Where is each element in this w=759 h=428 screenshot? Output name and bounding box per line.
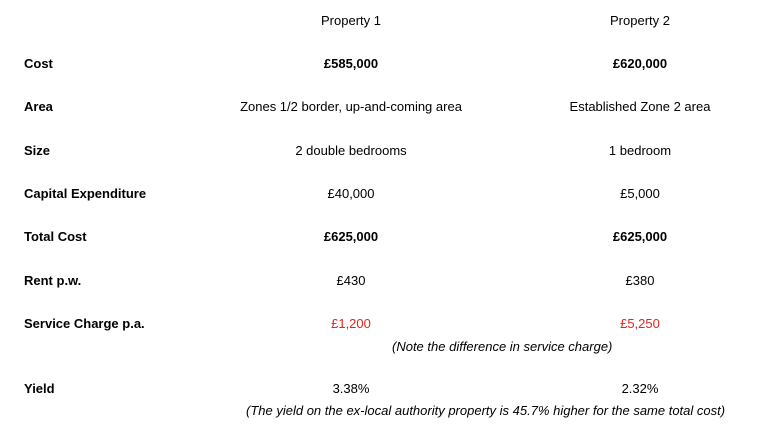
cost-property-2: £620,000 [612, 56, 668, 71]
service-charge-property-1: £1,200 [331, 316, 371, 331]
header-property-1: Property 1 [321, 13, 381, 28]
service-charge-property-2: £5,250 [620, 316, 660, 331]
yield-note: (The yield on the ex-local authority property is 45.7% higher for the same total cost) [246, 403, 726, 418]
yield-property-2: 2.32% [621, 381, 659, 396]
row-label-rent: Rent p.w. [24, 273, 82, 288]
capex-property-1: £40,000 [327, 186, 375, 201]
cost-property-1: £585,000 [323, 56, 379, 71]
header-property-2: Property 2 [610, 13, 670, 28]
row-label-capex: Capital Expenditure [24, 186, 147, 201]
row-label-area: Area [24, 99, 53, 114]
total-cost-property-2: £625,000 [612, 229, 668, 244]
size-property-2: 1 bedroom [608, 143, 672, 158]
area-property-2: Established Zone 2 area [569, 99, 711, 114]
rent-property-1: £430 [336, 273, 366, 288]
row-label-cost: Cost [24, 56, 53, 71]
size-property-1: 2 double bedrooms [295, 143, 407, 158]
capex-property-2: £5,000 [620, 186, 660, 201]
row-label-service-charge: Service Charge p.a. [24, 316, 145, 331]
service-charge-note: (Note the difference in service charge) [392, 339, 613, 354]
row-label-yield: Yield [24, 381, 55, 396]
rent-property-2: £380 [625, 273, 655, 288]
area-property-1: Zones 1/2 border, up-and-coming area [240, 99, 462, 114]
row-label-total-cost: Total Cost [24, 229, 87, 244]
total-cost-property-1: £625,000 [323, 229, 379, 244]
yield-property-1: 3.38% [332, 381, 370, 396]
row-label-size: Size [24, 143, 51, 158]
